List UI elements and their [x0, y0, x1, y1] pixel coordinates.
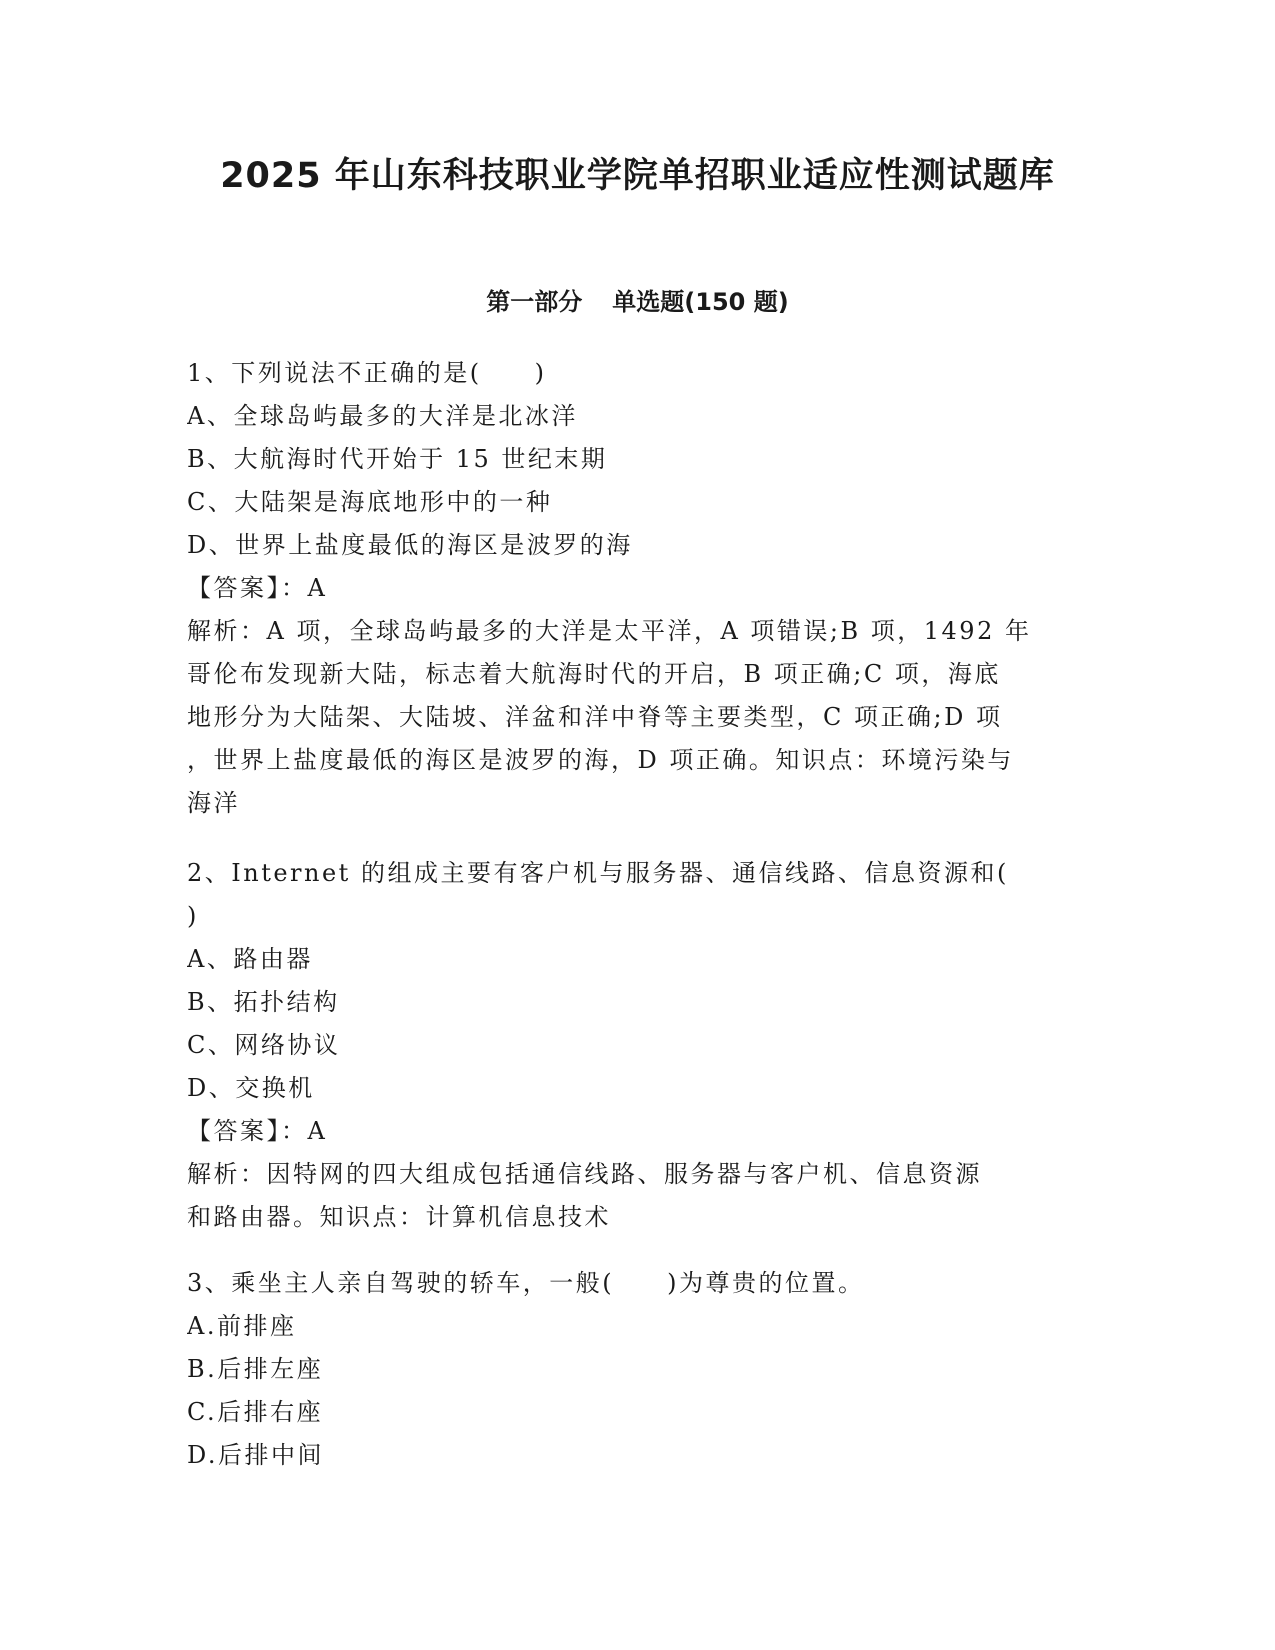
- question-stem: ): [187, 902, 199, 930]
- document-title: 2025 年山东科技职业学院单招职业适应性测试题库: [220, 156, 1055, 196]
- explanation-line: 海洋: [187, 789, 240, 817]
- option-a: A、全球岛屿最多的大洋是北冰洋: [187, 402, 578, 430]
- question-stem: 3、乘坐主人亲自驾驶的轿车，一般( )为尊贵的位置。: [187, 1269, 865, 1297]
- answer: 【答案】：A: [187, 1117, 328, 1145]
- option-b: B、大航海时代开始于 15 世纪末期: [187, 445, 608, 473]
- option-d: D、交换机: [187, 1074, 315, 1102]
- question-3: [187, 1262, 1077, 1477]
- option-c: C、大陆架是海底地形中的一种: [187, 488, 553, 516]
- section-subtitle: 单选题(150 题): [612, 288, 789, 316]
- option-b: B、拓扑结构: [187, 988, 340, 1016]
- option-c: C、网络协议: [187, 1031, 341, 1059]
- question-stem: 2、Internet 的组成主要有客户机与服务器、通信线路、信息资源和(: [187, 859, 1009, 887]
- explanation-line: ，世界上盐度最低的海区是波罗的海，D 项正确。知识点：环境污染与: [187, 746, 1014, 774]
- explanation-line: 地形分为大陆架、大陆坡、洋盆和洋中脊等主要类型，C 项正确;D 项: [187, 703, 1003, 731]
- section-name: 第一部分: [486, 288, 583, 316]
- option-a: A.前排座: [187, 1312, 297, 1340]
- explanation-line: 解析：A 项，全球岛屿最多的大洋是太平洋，A 项错误;B 项，1492 年: [187, 617, 1032, 645]
- section-heading: [0, 282, 1275, 317]
- option-b: B.后排左座: [187, 1355, 324, 1383]
- option-d: D、世界上盐度最低的海区是波罗的海: [187, 531, 633, 559]
- question-stem: 1、下列说法不正确的是( ): [187, 359, 547, 387]
- question-1: [187, 352, 1077, 825]
- explanation-line: 解析：因特网的四大组成包括通信线路、服务器与客户机、信息资源: [187, 1160, 982, 1188]
- option-d: D.后排中间: [187, 1441, 325, 1469]
- answer: 【答案】：A: [187, 574, 328, 602]
- question-2: [187, 852, 1077, 1239]
- option-a: A、路由器: [187, 945, 313, 973]
- explanation-line: 和路由器。知识点：计算机信息技术: [187, 1203, 611, 1231]
- option-c: C.后排右座: [187, 1398, 324, 1426]
- explanation-line: 哥伦布发现新大陆，标志着大航海时代的开启，B 项正确;C 项，海底: [187, 660, 1001, 688]
